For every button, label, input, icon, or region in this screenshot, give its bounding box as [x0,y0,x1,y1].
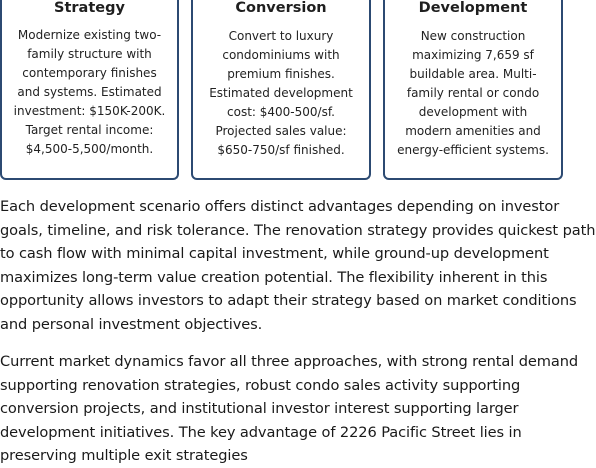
body-paragraph-market-dynamics: Current market dynamics favor all three approaches, with strong rental demand supporting renovation strategies, robust condo sales activity supporting conversion projects, and institutional investor interest supporting larger development initiatives. The key advantage of 2226 Pacific Street lies in preserving multiple exit strategies [0,353,579,465]
card-title: Strategy [54,0,125,16]
card-description: Convert to luxury condominiums with premium finishes. Estimated development cost: $400-500/sf. Projected sales value: $650-750/sf finished. [209,29,353,157]
body-paragraph-scenarios: Each development scenario offers distinct advantages depending on investor goals, timeline, and risk tolerance. The renovation strategy provides quickest path to cash flow with minimal capital investment, while ground-up development maximizes long-term value creation potential. The flexibility inherent in this opportunity allows investors to adapt their strategy based on market conditions and personal investment objectives. [0,198,596,333]
scenario-card-renovation [0,0,179,180]
card-description: New construction maximizing 7,659 sf buildable area. Multi-family rental or condo development with modern amenities and energy-efficient systems. [397,29,549,157]
card-description: Modernize existing two-family structure with contemporary finishes and systems. Estimated investment: $150K-200K. Target rental income: $4,500-5,500/month. [13,28,166,156]
card-title: Development [418,0,528,16]
scenario-cards [0,0,596,180]
scenario-card-condo-conversion [191,0,371,180]
scenario-card-ground-up [383,0,563,180]
card-title: Conversion [235,0,327,16]
